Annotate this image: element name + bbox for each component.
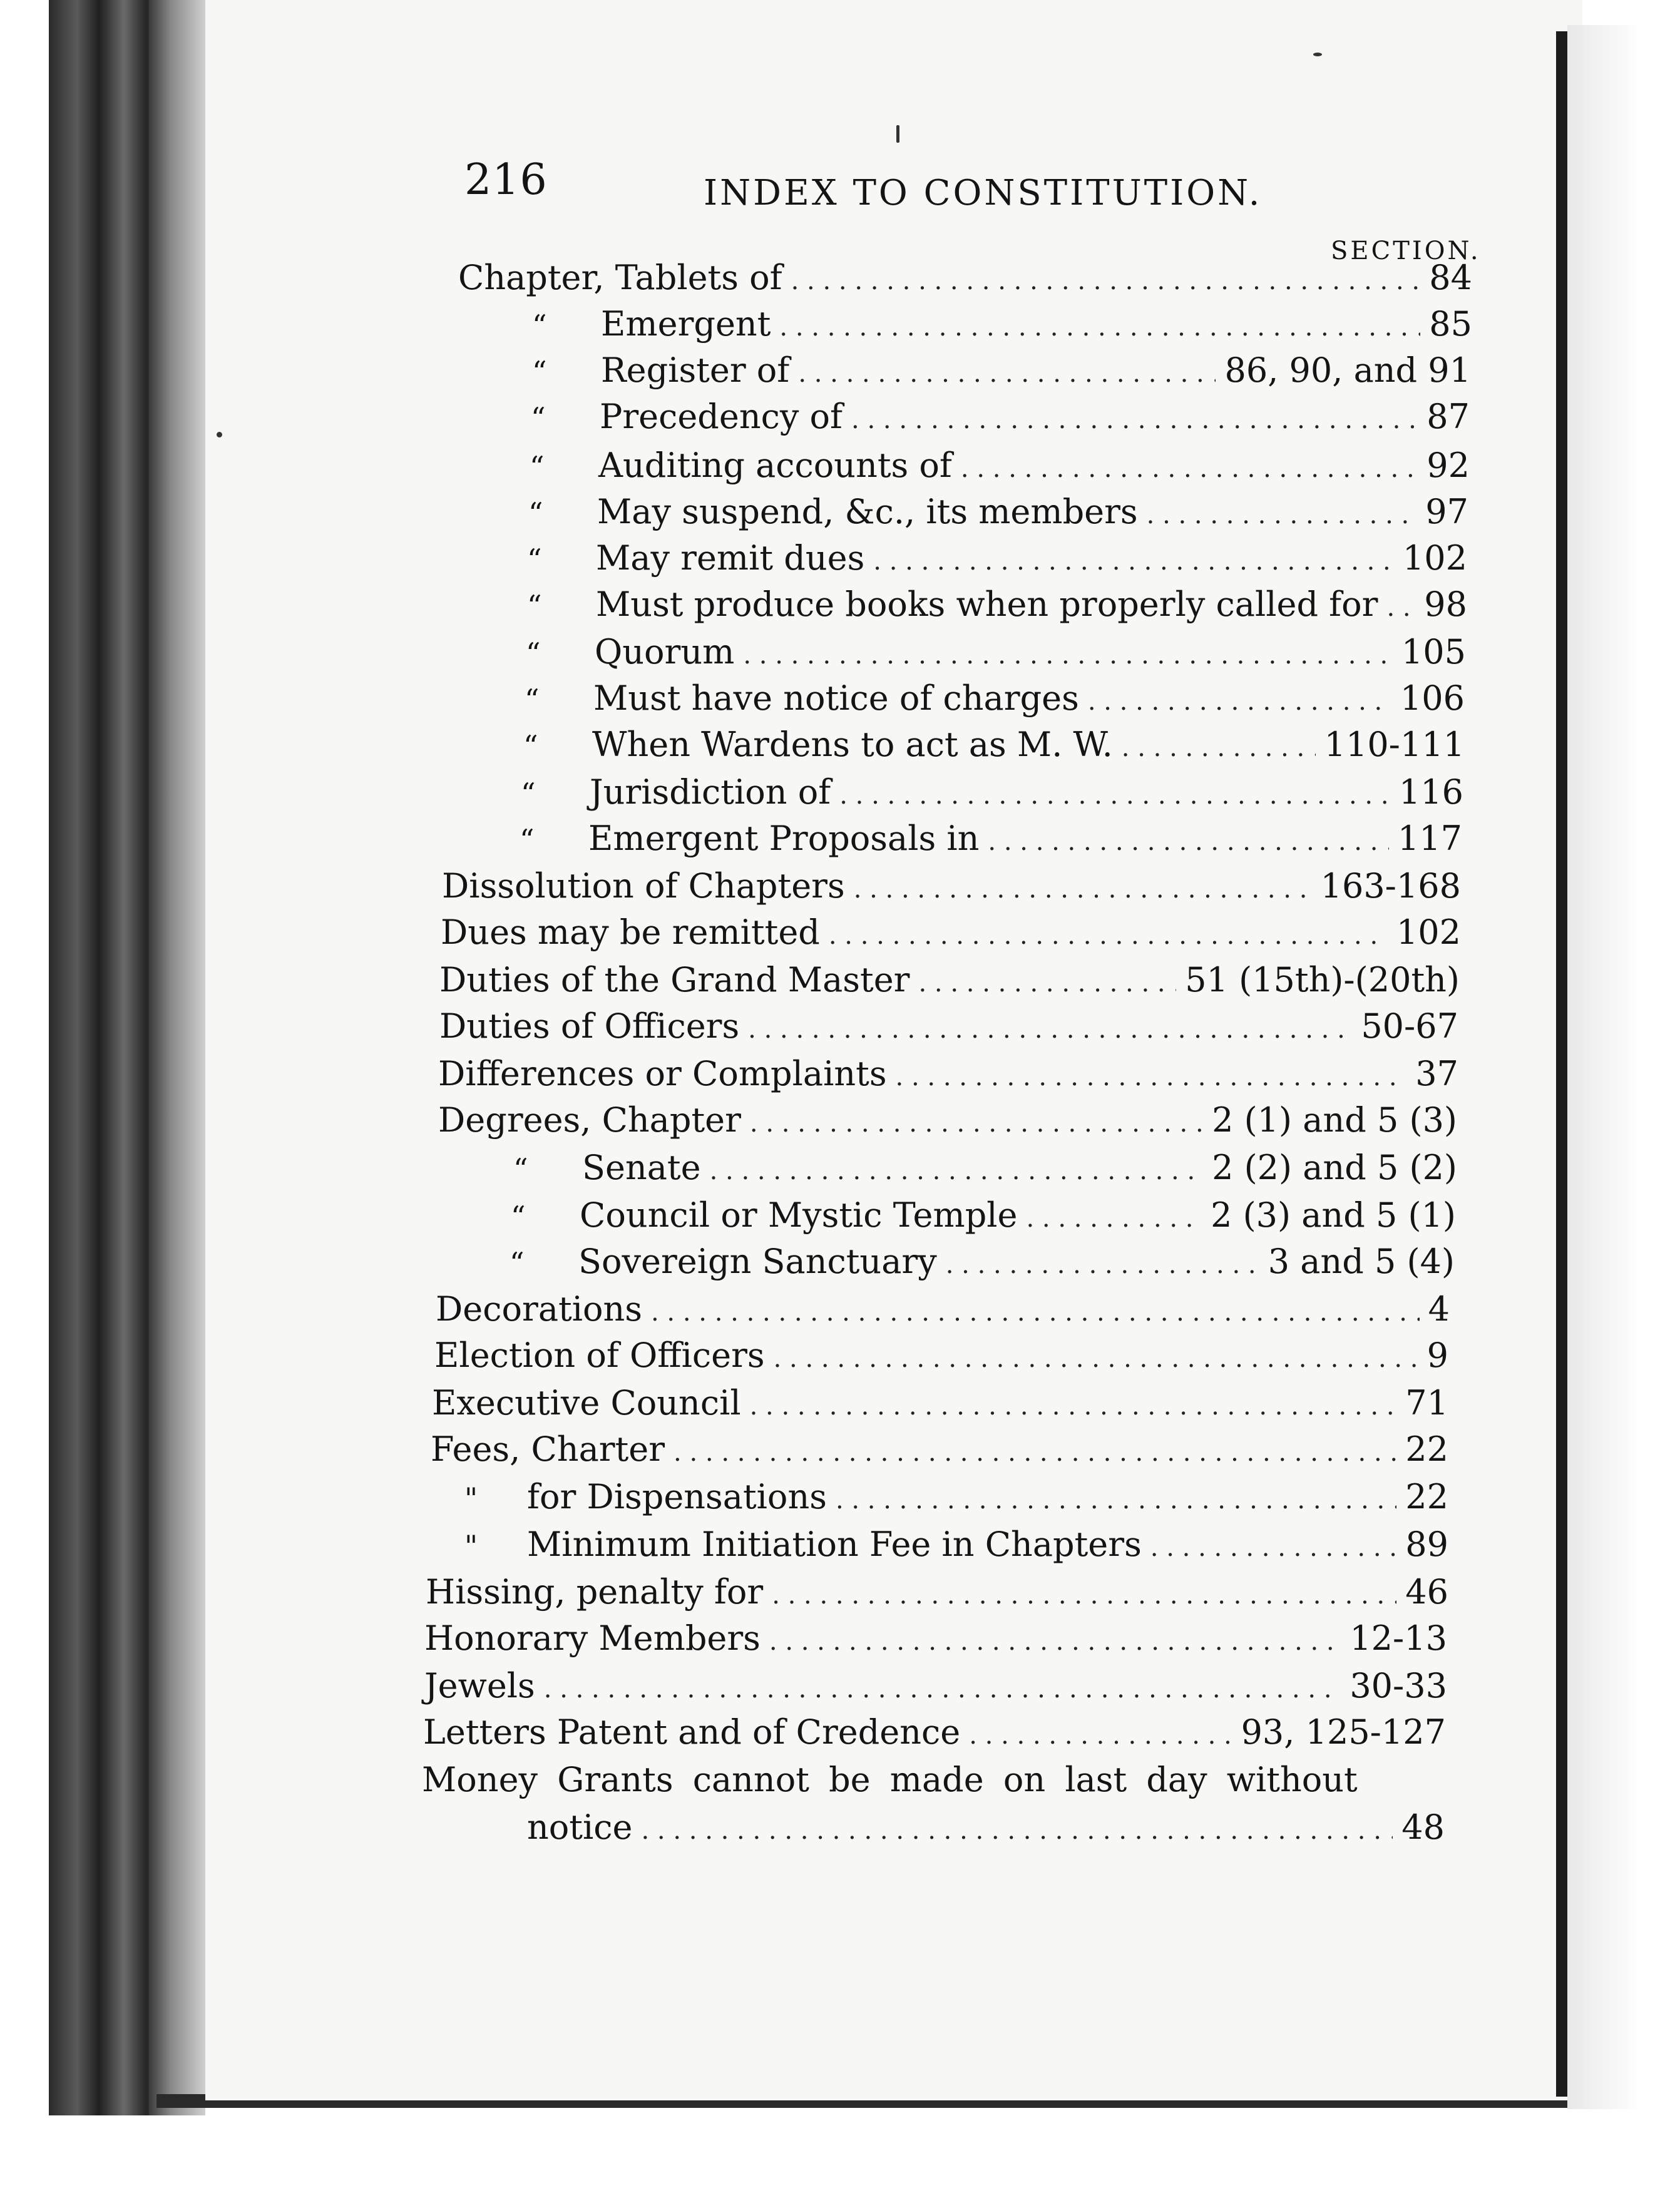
index-entry [525,676,1465,721]
index-entry [528,489,1468,534]
ditto-mark: “ [528,496,543,530]
index-entry [426,1570,1448,1615]
entry-label: Decorations [436,1289,642,1329]
dot-leader [918,961,1176,1006]
entry-label: notice [527,1807,633,1847]
dot-leader [829,913,1388,958]
ditto-mark: " [464,1481,478,1515]
index-entry [432,1381,1448,1426]
index-entry [511,1193,1456,1238]
section-column-label: SECTION. [1331,237,1481,265]
ditto-mark: “ [526,636,541,670]
dot-leader [674,1430,1396,1475]
dot-leader [779,305,1420,350]
entry-label: Jurisdiction of [590,772,831,812]
entry-section-ref: 51 (15th)-(20th) [1185,960,1460,999]
dot-leader [798,351,1216,396]
index-entry [532,348,1471,393]
entry-label: Hissing, penalty for [426,1572,764,1612]
dot-leader [1150,1525,1396,1570]
entry-label: Emergent Proposals in [588,819,980,858]
index-entry [531,394,1470,439]
entry-label: Council or Mystic Temple [580,1195,1018,1235]
index-entry [439,1004,1458,1049]
entry-section-ref: 30-33 [1350,1666,1447,1705]
running-head: INDEX TO CONSTITUTION. [704,173,1263,213]
entry-label: Differences or Complaints [438,1054,887,1093]
dot-leader [1088,679,1391,724]
index-entry [422,1757,1446,1802]
ditto-mark: “ [525,683,540,717]
dot-leader [750,1101,1203,1146]
dot-leader [769,1619,1341,1664]
entry-label: May remit dues [596,538,865,578]
dot-leader [854,867,1312,912]
index-entry [510,1239,1455,1284]
dot-leader [839,773,1390,818]
entry-label: Fees, Charter [431,1429,665,1469]
entry-label: Election of Officers [434,1336,765,1375]
entry-label: Minimum Initiation Fee in Chapters [527,1525,1142,1564]
entry-label: May suspend, &c., its members [597,492,1138,531]
ditto-mark: “ [523,729,538,763]
entry-section-ref: 117 [1397,819,1462,858]
dot-leader [743,633,1393,678]
entry-label: Quorum [595,632,735,672]
index-entry [431,1427,1448,1472]
entry-label: Emergent [601,304,771,344]
entry-section-ref: 86, 90, and 91 [1224,350,1471,390]
index-entry [424,1616,1447,1661]
entry-section-ref: 46 [1405,1572,1448,1612]
ditto-mark: " [464,1529,478,1563]
index-entry [464,1475,1448,1520]
entry-label: Dues may be remitted [441,913,820,952]
dot-leader [836,1478,1396,1523]
entry-label: Jewels [424,1666,535,1705]
dot-leader [1122,725,1316,770]
ditto-mark: “ [532,355,547,389]
index-entry [527,536,1467,581]
entry-label: Sovereign Sanctuary [578,1242,937,1281]
dot-leader [772,1573,1396,1618]
dot-leader [946,1242,1259,1287]
entry-section-ref: 93, 125-127 [1241,1712,1446,1752]
index-entry [436,1287,1450,1332]
entry-section-ref: 2 (3) and 5 (1) [1211,1195,1456,1235]
entry-label: Dissolution of Chapters [442,866,845,906]
entry-section-ref: 2 (2) and 5 (2) [1212,1148,1457,1187]
entry-label: Senate [582,1148,701,1187]
index-entry [434,1333,1448,1378]
ditto-mark: “ [510,1246,525,1280]
entry-section-ref: 97 [1425,492,1468,531]
index-entry [423,1710,1446,1755]
index-entry [438,1051,1458,1097]
index-entry [523,722,1465,767]
entry-section-ref: 87 [1426,397,1470,436]
entry-section-ref: 105 [1401,632,1466,672]
index-entry [513,1145,1457,1190]
ditto-mark: “ [513,1152,528,1186]
dot-leader [750,1384,1397,1429]
entry-section-ref: 22 [1405,1477,1448,1516]
dot-leader [748,1007,1352,1052]
ditto-mark: “ [521,777,536,810]
ditto-mark: “ [511,1200,526,1234]
entry-label: Duties of the Grand Master [439,960,910,999]
entry-section-ref: 48 [1401,1807,1445,1847]
entry-section-ref: 2 (1) and 5 (3) [1212,1100,1457,1140]
entry-label: Auditing accounts of [598,446,952,485]
ditto-mark: “ [527,543,542,576]
dot-leader [791,258,1421,304]
entry-label: When Wardens to act as M. W. [592,725,1113,764]
entry-label: Degrees, Chapter [438,1100,741,1140]
dot-leader [1147,493,1417,538]
index-entry [527,1805,1445,1850]
entry-section-ref: 163-168 [1320,866,1461,906]
dot-leader [710,1148,1204,1194]
entry-label: Duties of Officers [439,1006,740,1046]
entry-section-ref: 92 [1426,446,1470,485]
entry-label: Letters Patent and of Credence [423,1712,961,1752]
entry-label: Must have notice of charges [593,678,1079,718]
index-entry [442,864,1461,909]
index-entry [464,1522,1448,1567]
index-entry [530,443,1470,488]
entry-section-ref: 50-67 [1361,1006,1458,1046]
ditto-mark: “ [531,401,546,435]
ditto-mark: “ [527,589,542,623]
entry-section-ref: 9 [1426,1336,1448,1375]
entry-section-ref: 102 [1402,538,1467,578]
dot-leader [544,1667,1341,1712]
entry-section-ref: 110-111 [1324,725,1465,764]
entry-label: for Dispensations [527,1477,827,1516]
dot-leader [641,1808,1393,1853]
page-number: 216 [464,155,548,205]
dot-leader [851,397,1418,442]
dot-leader [651,1290,1420,1335]
entry-section-ref: 85 [1429,304,1472,344]
entry-label: Precedency of [600,397,843,436]
index-entry [527,582,1467,627]
entry-section-ref: 116 [1398,772,1463,812]
entry-label: Executive Council [432,1383,741,1423]
entry-section-ref: 37 [1415,1054,1458,1093]
entry-label: Money Grants cannot be made on last day without [422,1760,1358,1799]
dot-leader [1387,585,1416,630]
entry-section-ref: 89 [1405,1525,1448,1564]
index-entry [424,1664,1447,1709]
entry-label: Register of [601,350,790,390]
dot-leader [774,1336,1418,1381]
dot-leader [961,446,1418,491]
entry-label: Honorary Members [424,1618,761,1658]
index-entry [520,816,1462,861]
entry-label: Chapter, Tablets of [458,258,782,297]
entry-section-ref: 102 [1396,913,1461,952]
index-entry [458,255,1472,300]
dot-leader [969,1713,1232,1758]
entry-section-ref: 71 [1405,1383,1448,1423]
entry-section-ref: 106 [1400,678,1465,718]
index-entry [439,958,1460,1003]
index-entry [532,302,1472,347]
entry-section-ref: 98 [1424,585,1467,624]
dot-leader [896,1055,1407,1100]
entry-section-ref: 12-13 [1350,1618,1447,1658]
index-entry [526,630,1466,675]
ditto-mark: “ [530,450,545,484]
index-entry [441,910,1461,955]
dot-leader [988,819,1389,864]
entry-label: Must produce books when properly called for [596,585,1378,624]
entry-section-ref: 22 [1405,1429,1448,1469]
entry-section-ref: 4 [1428,1289,1450,1329]
ditto-mark: “ [520,823,535,857]
index-entry [521,770,1463,815]
entry-section-ref: 84 [1429,258,1472,297]
ditto-mark: “ [532,309,547,342]
index-entry [438,1098,1457,1143]
entry-section-ref: 3 and 5 (4) [1268,1242,1455,1281]
dot-leader [1027,1196,1202,1241]
dot-leader [873,539,1394,584]
